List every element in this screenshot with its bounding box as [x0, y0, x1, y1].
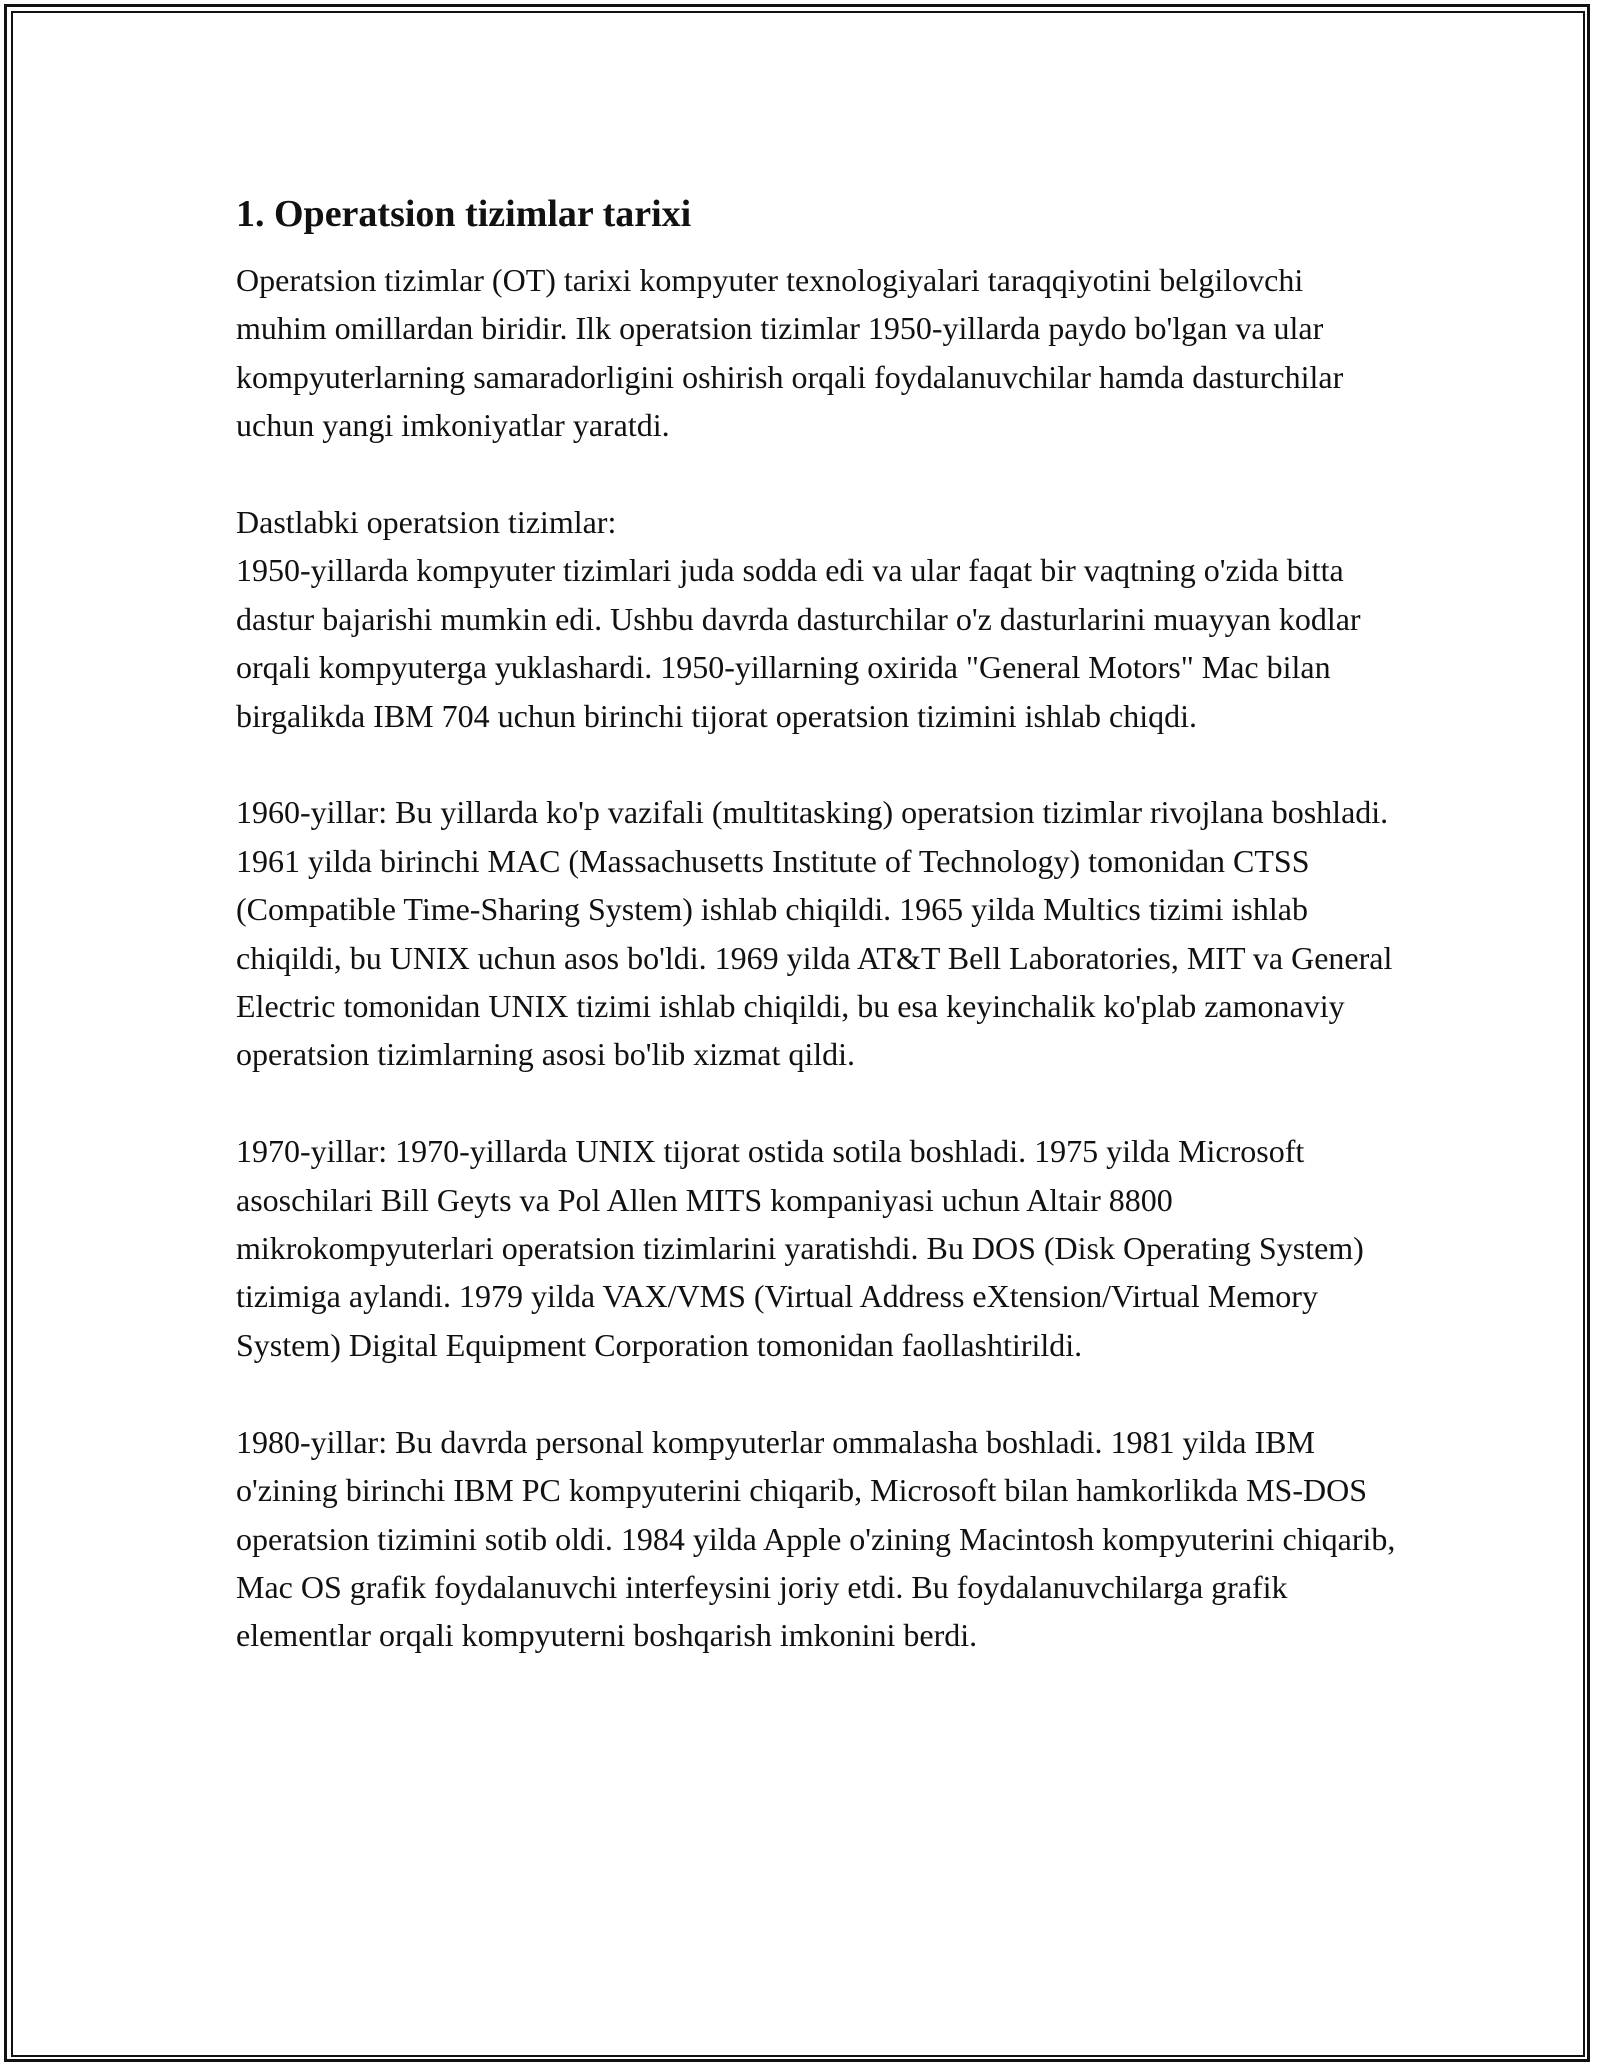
- paragraph-1970s: 1970-yillar: 1970-yillarda UNIX tijorat ostida sotila boshladi. 1975 yilda Microsoft asoschilari Bill Geyts va Pol Allen MITS kompaniyasi uchun Altair 8800 mikrokompyuterlari operatsion tizimlarini yaratishdi. Bu DOS (Disk Operating System) tizimiga aylandi. 1979 yilda VAX/VMS (Virtual Address eXtension/Virtual Memory System) Digital Equipment Corporation tomonidan faollashtirildi.: [236, 1133, 1364, 1363]
- subheading-early-systems: Dastlabki operatsion tizimlar:: [236, 504, 617, 541]
- paragraph-spacer: [236, 740, 1396, 788]
- paragraph-spacer: [236, 1079, 1396, 1127]
- paragraph-spacer: [236, 450, 1396, 498]
- section-title: 1. Operatsion tizimlar tarixi: [236, 193, 692, 235]
- paragraph-1980s: 1980-yillar: Bu davrda personal kompyuterlar ommalasha boshladi. 1981 yilda IBM o'zining birinchi IBM PC kompyuterini chiqarib, Microsoft bilan hamkorlikda MS-DOS operatsion tizimini sotib oldi. 1984 yilda Apple o'zining Macintosh kompyuterini chiqarib, Mac OS grafik foydalanuvchi interfeysini joriy etdi. Bu foydalanuvchilarga grafik elementlar orqali kompyuterni boshqarish imkonini berdi.: [236, 1423, 1396, 1654]
- section-text: [236, 256, 1396, 1660]
- paragraph-1960s: 1960-yillar: Bu yillarda ko'p vazifali (multitasking) operatsion tizimlar rivojlana boshladi. 1961 yilda birinchi MAC (Massachusetts Institute of Technology) tomonidan CTSS (Compatible Time-Sharing System) ishlab chiqildi. 1965 yilda Multics tizimi ishlab chiqildi, bu UNIX uchun asos bo'ldi. 1969 yilda AT&T Bell Laboratories, MIT va General Electric tomonidan UNIX tizimi ishlab chiqildi, bu esa keyinchalik ko'plab zamonaviy operatsion tizimlarning asosi bo'lib xizmat qildi.: [236, 794, 1393, 1073]
- paragraph-1950s: 1950-yillarda kompyuter tizimlari juda sodda edi va ular faqat bir vaqtning o'zida bitta dastur bajarishi mumkin edi. Ushbu davrda dasturchilar o'z dasturlarini muayyan kodlar orqali kompyuterga yuklashardi. 1950-yillarning oxirida "General Motors" Mac bilan birgalikda IBM 704 uchun birinchi tijorat operatsion tizimini ishlab chiqdi.: [236, 552, 1361, 734]
- paragraph-spacer: [236, 1369, 1396, 1417]
- document-body: [236, 186, 1396, 1660]
- intro-paragraph: Operatsion tizimlar (OT) tarixi kompyuter texnologiyalari taraqqiyotini belgilovchi muhim omillardan biridir. Ilk operatsion tizimlar 1950-yillarda paydo bo'lgan va ular kompyuterlarning samaradorligini oshirish orqali foydalanuvchilar hamda dasturchilar uchun yangi imkoniyatlar yaratdi.: [236, 262, 1344, 444]
